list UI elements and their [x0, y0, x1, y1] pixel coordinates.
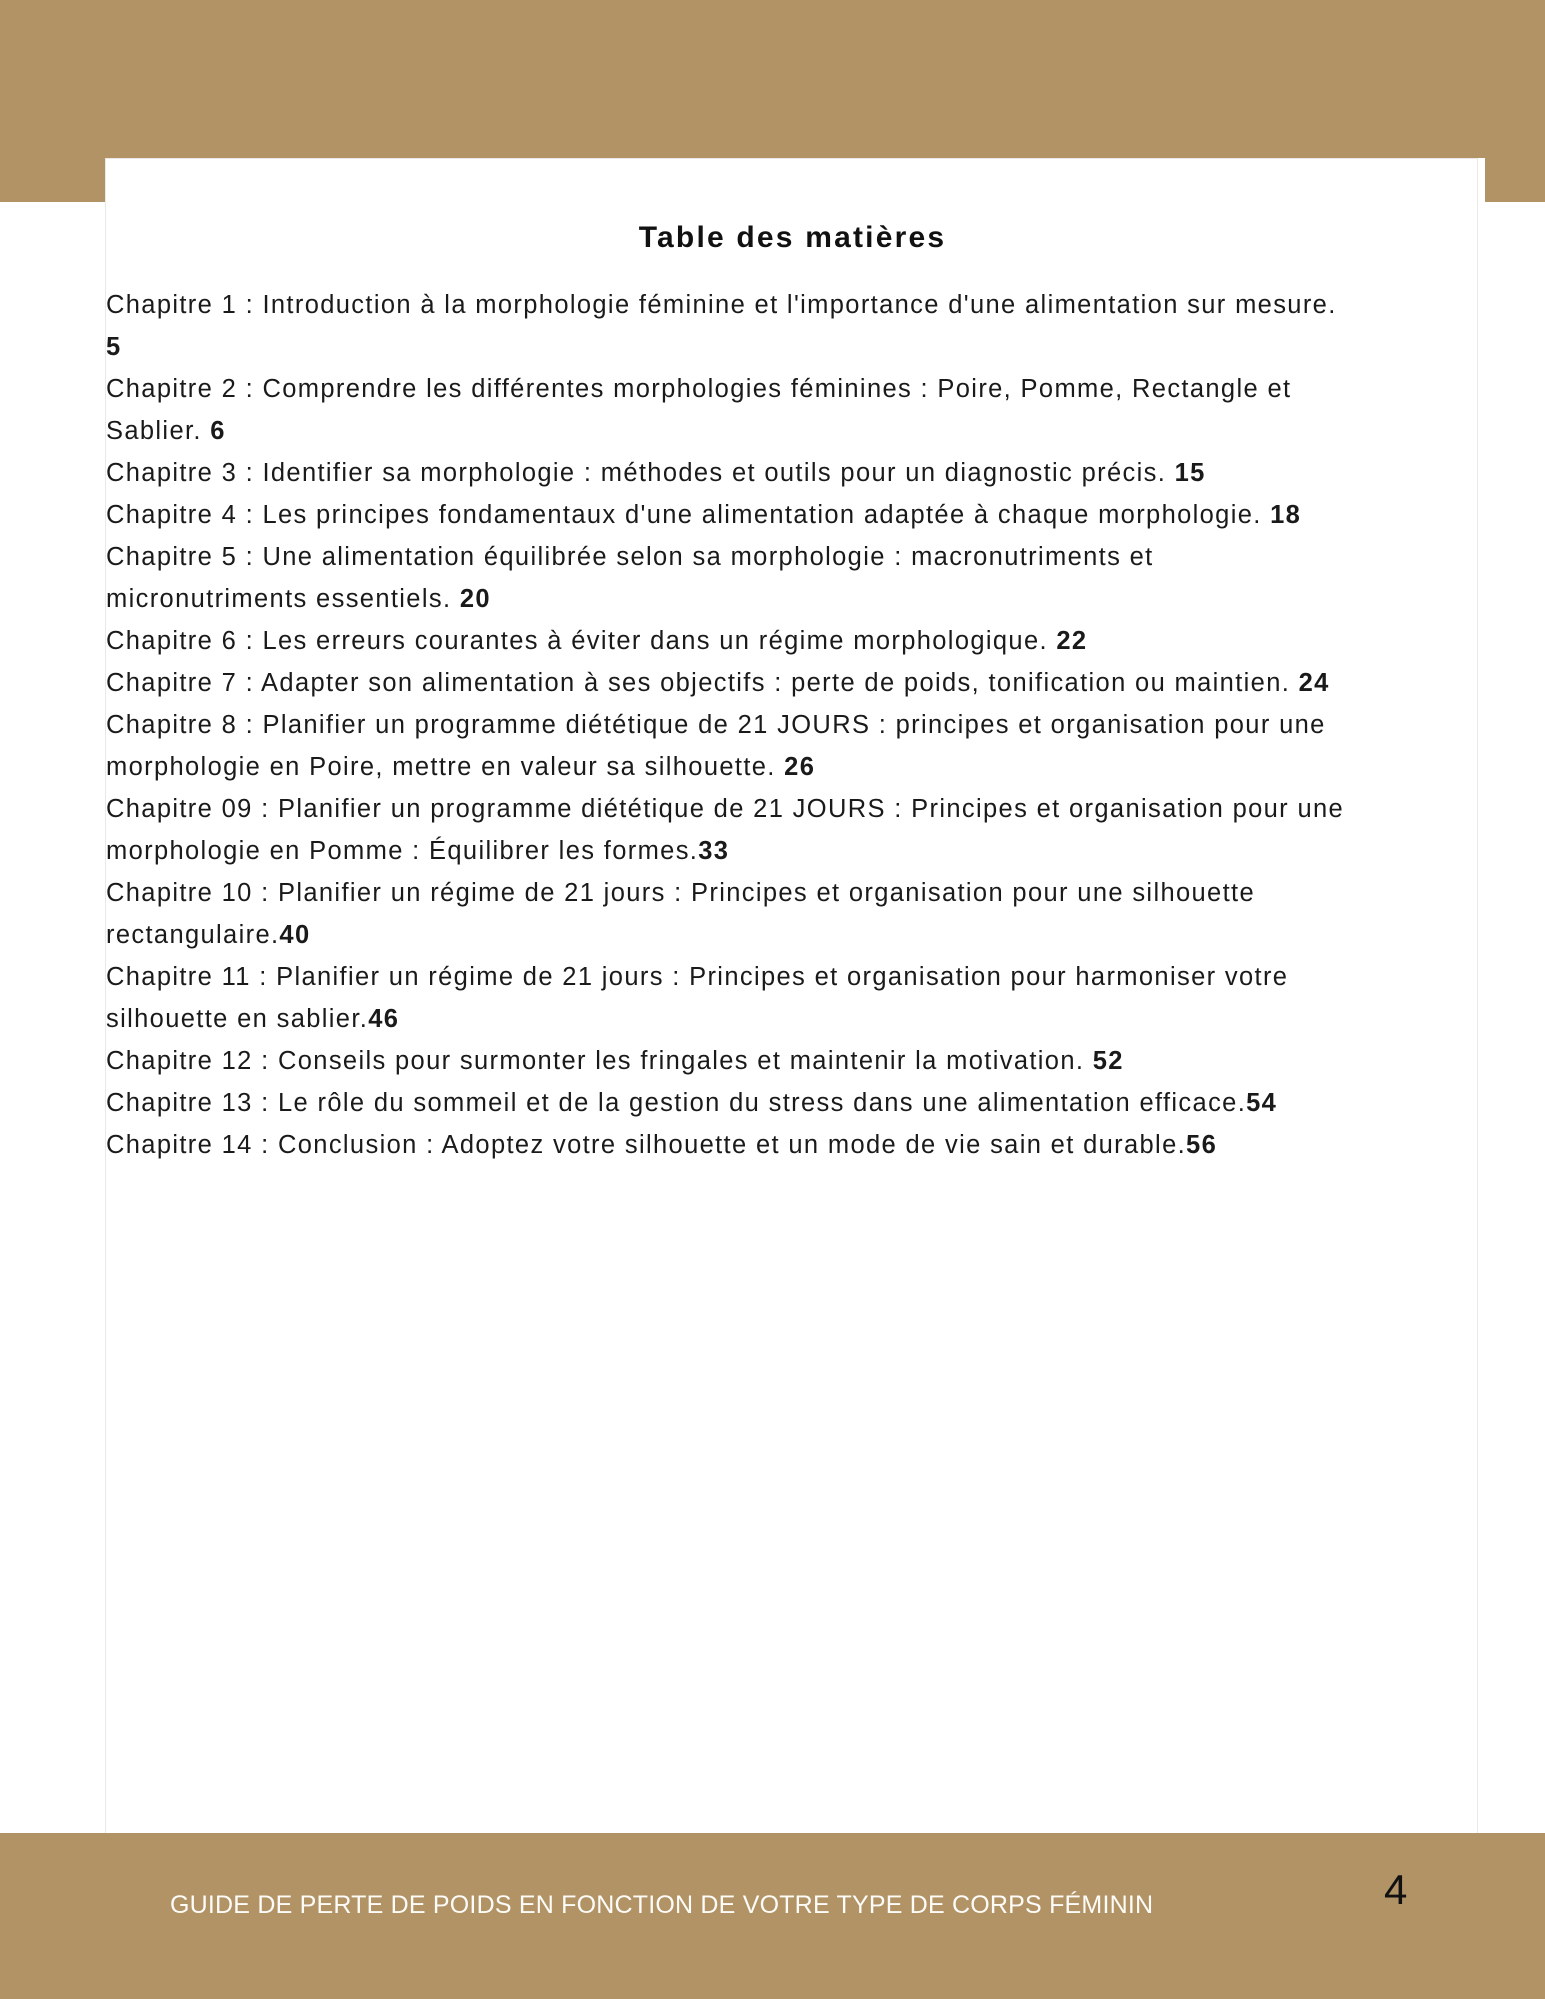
toc-entry[interactable]: [106, 662, 1346, 704]
toc-entry-page: 26: [784, 753, 816, 781]
page-sheet: [105, 158, 1478, 1835]
toc-entry-page: 22: [1056, 627, 1088, 655]
toc-entry[interactable]: [106, 368, 1346, 452]
toc-entry-label: Chapitre 8 : Planifier un programme diététique de 21 JOURS : principes et organisation pour une morphologie en Poire, mettre en valeur sa silhouette.: [106, 711, 1326, 781]
toc-entry-label: Chapitre 14 : Conclusion : Adoptez votre silhouette et un mode de vie sain et durable.: [106, 1131, 1187, 1159]
toc-entry-label: Chapitre 3 : Identifier sa morphologie : méthodes et outils pour un diagnostic précis.: [106, 459, 1175, 487]
toc-entry-label: Chapitre 5 : Une alimentation équilibrée selon sa morphologie : macronutriments et micronutriments essentiels.: [106, 543, 1154, 613]
toc-entry-label: Chapitre 7 : Adapter son alimentation à ses objectifs : perte de poids, tonification ou maintien.: [106, 669, 1299, 697]
toc-entry[interactable]: [106, 1082, 1346, 1124]
toc-entry-page: 46: [368, 1005, 400, 1033]
toc-entry-label: Chapitre 13 : Le rôle du sommeil et de la gestion du stress dans une alimentation efficace.: [106, 1089, 1247, 1117]
toc-entry-label: Chapitre 12 : Conseils pour surmonter les fringales et maintenir la motivation.: [106, 1047, 1093, 1075]
toc-entry-page: 33: [698, 837, 730, 865]
toc-entry-page: 18: [1270, 501, 1302, 529]
toc-entry-label: Chapitre 11 : Planifier un régime de 21 jours : Principes et organisation pour harmoniser votre silhouette en sablier.: [106, 963, 1289, 1033]
toc-entry[interactable]: [106, 1040, 1346, 1082]
toc-entry[interactable]: [106, 284, 1346, 368]
toc-entry-page: 40: [279, 921, 311, 949]
toc-entry-page: 56: [1186, 1131, 1218, 1159]
toc-entry-page: 54: [1246, 1089, 1278, 1117]
table-of-contents: [106, 284, 1346, 1166]
toc-entry-label: Chapitre 6 : Les erreurs courantes à éviter dans un régime morphologique.: [106, 627, 1057, 655]
toc-entry-label: Chapitre 10 : Planifier un régime de 21 jours : Principes et organisation pour une silhouette rectangulaire.: [106, 879, 1255, 949]
toc-entry[interactable]: [106, 452, 1346, 494]
toc-entry-page: 5: [106, 333, 122, 361]
toc-entry-label: Chapitre 2 : Comprendre les différentes morphologies féminines : Poire, Pomme, Rectangle et Sablier.: [106, 375, 1292, 445]
toc-entry[interactable]: [106, 956, 1346, 1040]
toc-entry-page: 6: [210, 417, 226, 445]
toc-entry-label: Chapitre 4 : Les principes fondamentaux d'une alimentation adaptée à chaque morphologie.: [106, 501, 1271, 529]
toc-entry[interactable]: [106, 872, 1346, 956]
toc-entry-label: Chapitre 09 : Planifier un programme diététique de 21 JOURS : Principes et organisation pour une morphologie en Pomme : Équilibrer les formes.: [106, 795, 1345, 865]
toc-entry[interactable]: [106, 788, 1346, 872]
sheet-right-gutter: [1478, 158, 1485, 1835]
toc-entry[interactable]: [106, 620, 1346, 662]
toc-entry[interactable]: [106, 536, 1346, 620]
toc-entry-label: Chapitre 1 : Introduction à la morphologie féminine et l'importance d'une alimentation sur mesure.: [106, 291, 1337, 319]
footer-document-title: GUIDE DE PERTE DE POIDS EN FONCTION DE VOTRE TYPE DE CORPS FÉMININ: [170, 1891, 1154, 1919]
toc-entry[interactable]: [106, 1124, 1346, 1166]
toc-entry-page: 20: [459, 585, 491, 613]
toc-entry-page: 15: [1174, 459, 1206, 487]
toc-entry-page: 52: [1092, 1047, 1124, 1075]
toc-entry-page: 24: [1298, 669, 1330, 697]
toc-entry[interactable]: [106, 704, 1346, 788]
page-number: 4: [1384, 1866, 1408, 1913]
toc-entry[interactable]: [106, 494, 1346, 536]
page-title: Table des matières: [638, 221, 947, 254]
